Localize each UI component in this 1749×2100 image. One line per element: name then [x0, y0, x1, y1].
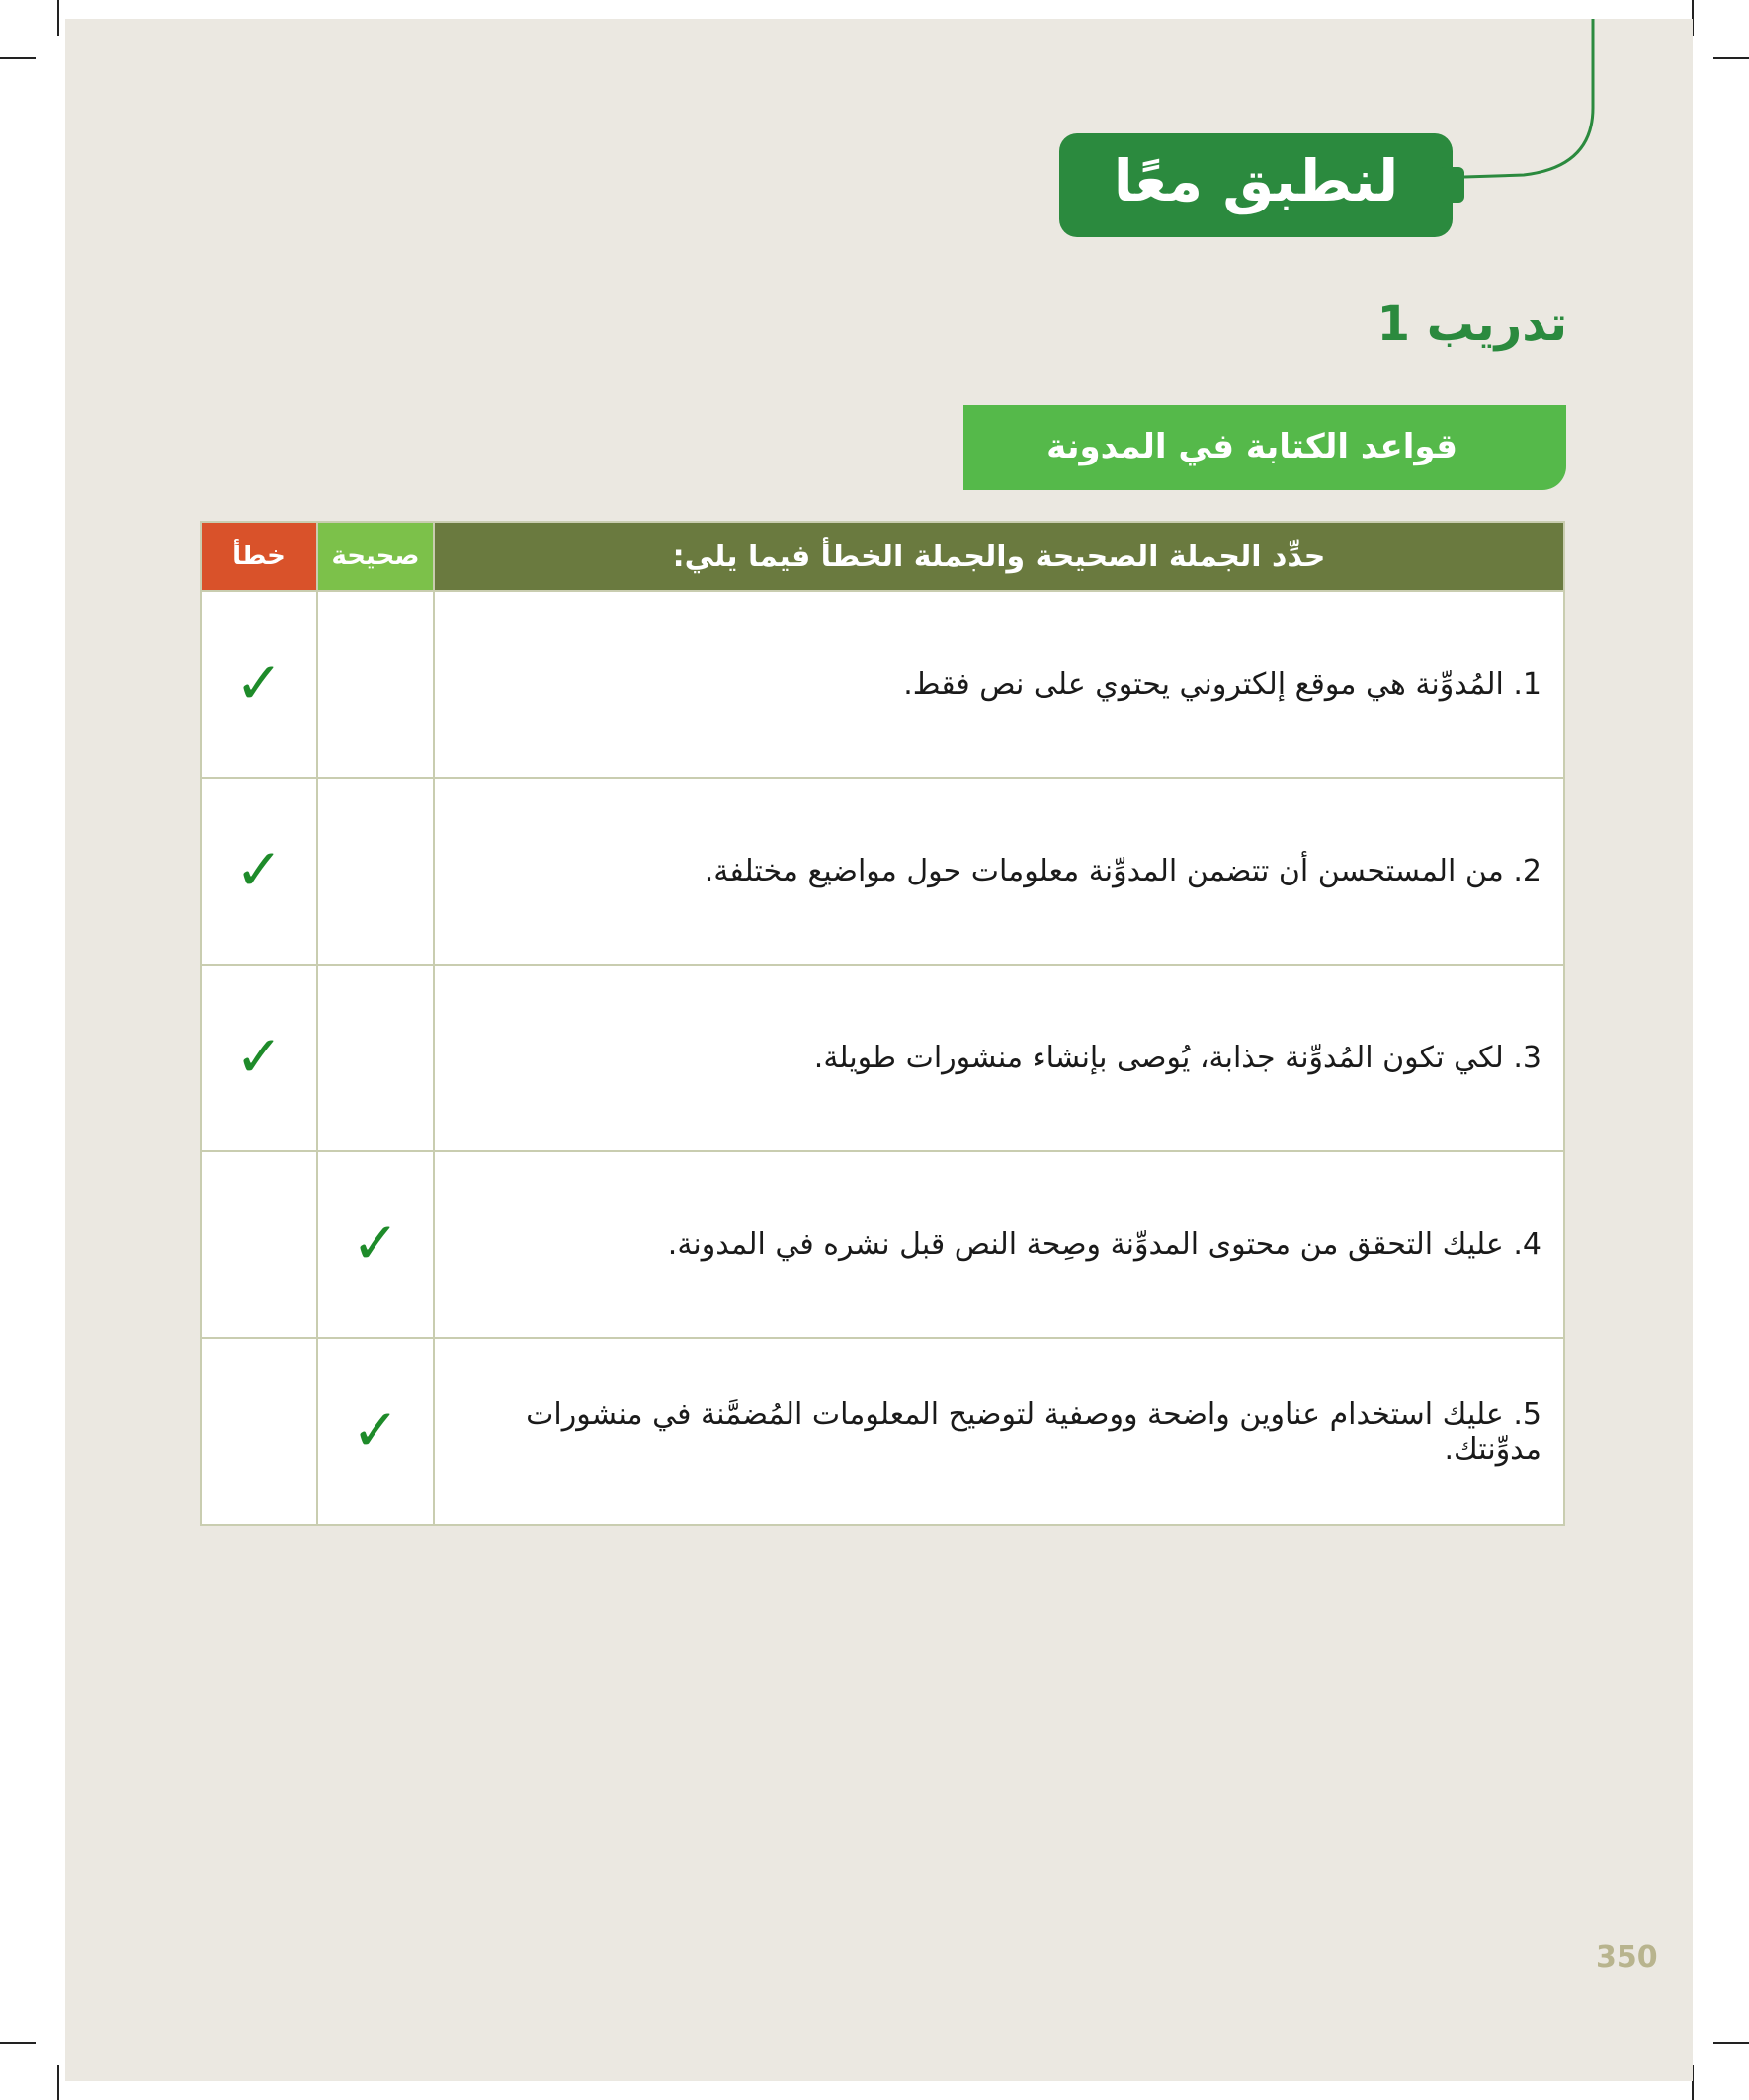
true-cell[interactable]: [317, 591, 434, 778]
statement-cell: 1. المُدوِّنة هي موقع إلكتروني يحتوي على نص فقط.: [434, 591, 1564, 778]
statement-cell: 3. لكي تكون المُدوِّنة جذابة، يُوصى بإنشاء منشورات طويلة.: [434, 965, 1564, 1151]
page-title: لنطبق معًا: [1113, 147, 1399, 214]
checkmark-icon: ✓: [234, 649, 284, 716]
statement-cell: 4. عليك التحقق من محتوى المدوِّنة وصِحة النص قبل نشره في المدونة.: [434, 1151, 1564, 1338]
false-cell[interactable]: [201, 778, 317, 965]
crop-mark: [1713, 2042, 1749, 2044]
section-banner: [963, 405, 1566, 490]
false-cell[interactable]: [201, 591, 317, 778]
checkmark-icon: ✓: [234, 836, 284, 903]
table-row: [201, 591, 1564, 778]
crop-mark: [0, 2042, 36, 2044]
hanging-string-icon: [1464, 19, 1613, 187]
table-header-row: [201, 522, 1564, 591]
table-row: [201, 1151, 1564, 1338]
column-header-statement: حدِّد الجملة الصحيحة والجملة الخطأ فيما يلي:: [434, 522, 1564, 591]
false-cell[interactable]: [201, 1151, 317, 1338]
statement-cell: 2. من المستحسن أن تتضمن المدوِّنة معلومات حول مواضيع مختلفة.: [434, 778, 1564, 965]
table-row: [201, 1338, 1564, 1525]
true-cell[interactable]: [317, 778, 434, 965]
section-title: قواعد الكتابة في المدونة: [1046, 427, 1458, 466]
crop-mark: [1713, 57, 1749, 59]
true-cell[interactable]: [317, 1151, 434, 1338]
table-row: [201, 965, 1564, 1151]
true-cell[interactable]: [317, 1338, 434, 1525]
checkmark-icon: ✓: [351, 1396, 400, 1464]
crop-mark: [57, 2065, 59, 2100]
page-number: 350: [1596, 1940, 1658, 1974]
column-header-true: صحيحة: [317, 522, 434, 591]
title-tag: [1059, 133, 1453, 237]
checkmark-icon: ✓: [351, 1210, 400, 1277]
true-cell[interactable]: [317, 965, 434, 1151]
false-cell[interactable]: [201, 1338, 317, 1525]
statement-cell: 5. عليك استخدام عناوين واضحة ووصفية لتوضيح المعلومات المُضمَّنة في منشورات مدوِّنتك.: [434, 1338, 1564, 1525]
checkmark-icon: ✓: [234, 1023, 284, 1090]
crop-mark: [57, 0, 59, 36]
exercise-table: [200, 521, 1565, 1526]
training-title: تدريب 1: [1376, 296, 1567, 352]
column-header-false: خطأ: [201, 522, 317, 591]
crop-mark: [0, 57, 36, 59]
table-row: [201, 778, 1564, 965]
false-cell[interactable]: [201, 965, 317, 1151]
